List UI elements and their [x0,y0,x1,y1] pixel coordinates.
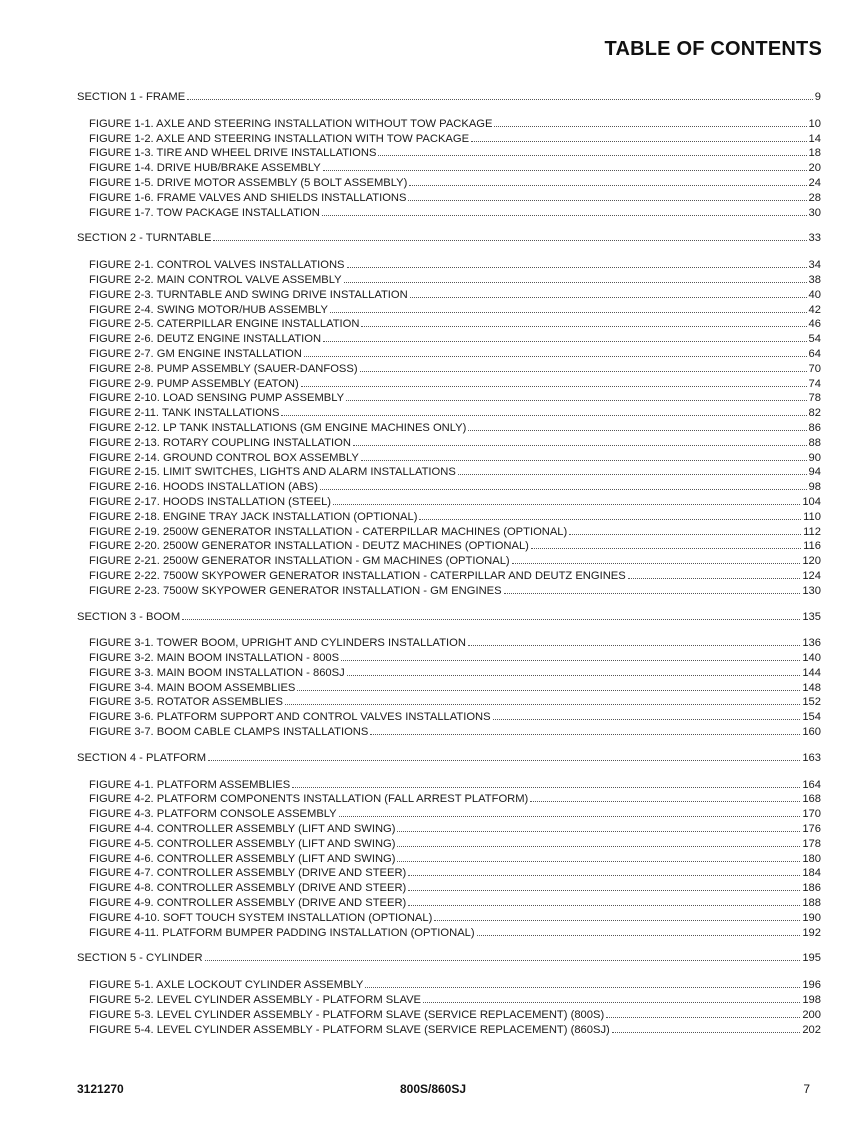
dot-leader [297,681,800,691]
toc-figure-row[interactable] [77,273,821,288]
dot-leader [208,751,800,761]
page-number: 140 [802,652,821,665]
toc-figure-row[interactable] [77,666,821,681]
dot-leader [330,303,807,313]
figure-title: FIGURE 5-3. LEVEL CYLINDER ASSEMBLY - PLATFORM SLAVE (SERVICE REPLACEMENT) (800S) [89,1008,605,1021]
dot-leader [530,792,800,802]
dot-leader [408,896,800,906]
toc-figure-row[interactable] [77,495,821,510]
figure-title: FIGURE 4-7. CONTROLLER ASSEMBLY (DRIVE AND STEER) [89,867,407,880]
page-number: 30 [808,206,821,219]
footer-page-number: 7 [803,1082,810,1096]
figure-title: FIGURE 4-6. CONTROLLER ASSEMBLY (LIFT AND SWING) [89,852,396,865]
page-number: 46 [808,318,821,331]
dot-leader [187,90,813,100]
page-number: 168 [802,793,821,806]
dot-leader [504,584,801,594]
toc-figure-row[interactable] [77,636,821,651]
toc-figure-row[interactable] [77,651,821,666]
dot-leader [512,554,801,564]
dot-leader [361,317,806,327]
page-number: 196 [802,979,821,992]
dot-leader [628,569,801,579]
dot-leader [612,1023,801,1033]
dot-leader [606,1008,800,1018]
page-number: 88 [808,436,821,449]
page-number: 40 [808,288,821,301]
toc-section [77,610,821,740]
figure-title: FIGURE 1-1. AXLE AND STEERING INSTALLATION WITHOUT TOW PACKAGE [89,117,493,130]
dot-leader [322,206,807,216]
figure-title: FIGURE 5-4. LEVEL CYLINDER ASSEMBLY - PLATFORM SLAVE (SERVICE REPLACEMENT) (860SJ) [89,1023,610,1036]
dot-leader [281,406,806,416]
page-number: 160 [802,726,821,739]
page-number: 18 [808,147,821,160]
toc-section-row[interactable] [77,231,821,246]
dot-leader [182,610,800,620]
dot-leader [531,539,801,549]
figure-title: FIGURE 1-7. TOW PACKAGE INSTALLATION [89,206,320,219]
figure-title: FIGURE 2-5. CATERPILLAR ENGINE INSTALLATION [89,318,360,331]
page-number: 94 [808,466,821,479]
toc-figure-row[interactable] [77,822,821,837]
dot-leader [408,191,806,201]
dot-leader [285,695,800,705]
dot-leader [409,176,806,186]
page-number: 70 [808,362,821,375]
page-number: 170 [802,808,821,821]
toc-figure-row[interactable] [77,584,821,599]
dot-leader [423,993,800,1003]
page-number: 98 [808,481,821,494]
page-number: 38 [808,273,821,286]
toc-section-row[interactable] [77,951,821,966]
toc-figure-row[interactable] [77,347,821,362]
toc-figure-row[interactable] [77,569,821,584]
dot-leader [494,117,806,127]
toc-figure-row[interactable] [77,465,821,480]
toc-figure-row[interactable] [77,117,821,132]
toc-section-row[interactable] [77,751,821,766]
page-number: 195 [802,952,821,965]
figure-title: FIGURE 3-4. MAIN BOOM ASSEMBLIES [89,681,296,694]
figure-title: FIGURE 2-6. DEUTZ ENGINE INSTALLATION [89,333,322,346]
figure-title: FIGURE 4-9. CONTROLLER ASSEMBLY (DRIVE AND STEER) [89,897,407,910]
toc-figure-row[interactable] [77,1023,821,1038]
toc-figure-row[interactable] [77,421,821,436]
figure-title: FIGURE 2-15. LIMIT SWITCHES, LIGHTS AND ALARM INSTALLATIONS [89,466,456,479]
figure-title: FIGURE 2-23. 7500W SKYPOWER GENERATOR INSTALLATION - GM ENGINES [89,584,502,597]
page-number: 163 [802,751,821,764]
dot-leader [205,951,801,961]
figure-title: FIGURE 4-2. PLATFORM COMPONENTS INSTALLATION (FALL ARREST PLATFORM) [89,793,529,806]
page-number: 14 [808,132,821,145]
dot-leader [410,288,807,298]
figure-title: FIGURE 2-1. CONTROL VALVES INSTALLATIONS [89,259,345,272]
dot-leader [477,926,801,936]
toc-figure-row[interactable] [77,681,821,696]
toc-figure-row[interactable] [77,406,821,421]
toc-section-row[interactable] [77,610,821,625]
figure-title: FIGURE 4-8. CONTROLLER ASSEMBLY (DRIVE AND STEER) [89,882,407,895]
dot-leader [397,837,800,847]
dot-leader [301,377,807,387]
page-title: TABLE OF CONTENTS [604,38,822,60]
page-number: 154 [802,711,821,724]
figure-title: FIGURE 2-4. SWING MOTOR/HUB ASSEMBLY [89,303,328,316]
page-number: 186 [802,882,821,895]
figure-title: FIGURE 2-22. 7500W SKYPOWER GENERATOR INSTALLATION - CATERPILLAR AND DEUTZ ENGINES [89,569,626,582]
dot-leader [347,258,807,268]
toc-figure-row[interactable] [77,778,821,793]
page-number: 116 [803,540,821,553]
section-title: SECTION 1 - FRAME [77,91,186,103]
toc-figure-row[interactable] [77,317,821,332]
dot-leader [397,852,800,862]
page-number: 124 [802,569,821,582]
toc-section [77,951,821,1037]
footer-model: 800S/860SJ [399,1082,467,1096]
figure-title: FIGURE 2-2. MAIN CONTROL VALVE ASSEMBLY [89,273,342,286]
section-title: SECTION 3 - BOOM [77,610,181,623]
dot-leader [304,347,807,357]
figure-title: FIGURE 2-19. 2500W GENERATOR INSTALLATION - CATERPILLAR MACHINES (OPTIONAL) [89,525,568,538]
page-number: 120 [802,555,821,568]
page-number: 82 [808,407,821,420]
figure-title: FIGURE 4-4. CONTROLLER ASSEMBLY (LIFT AND SWING) [89,823,396,836]
page-number: 33 [808,232,821,245]
page-number: 178 [802,837,821,850]
dot-leader [397,822,800,832]
toc-figure-row[interactable] [77,258,821,273]
toc-figure-row[interactable] [77,1008,821,1023]
page-number: 112 [803,525,821,538]
toc-figure-row[interactable] [77,510,821,525]
dot-leader [346,391,806,401]
page-number: 110 [803,510,821,523]
toc-section [77,90,821,220]
page-number: 86 [808,421,821,434]
dot-leader [292,778,800,788]
dot-leader [408,866,800,876]
page-number: 78 [808,392,821,405]
toc-figure-row[interactable] [77,362,821,377]
figure-title: FIGURE 2-14. GROUND CONTROL BOX ASSEMBLY [89,451,359,464]
toc-figure-row[interactable] [77,451,821,466]
figure-title: FIGURE 2-17. HOODS INSTALLATION (STEEL) [89,495,332,508]
figure-title: FIGURE 3-7. BOOM CABLE CLAMPS INSTALLATIONS [89,726,369,739]
figure-title: FIGURE 3-2. MAIN BOOM INSTALLATION - 800S [89,652,340,665]
dot-leader [569,525,801,535]
toc-figure-row[interactable] [77,926,821,941]
table-of-contents [77,90,821,1048]
page-number: 54 [808,333,821,346]
figure-title: FIGURE 2-9. PUMP ASSEMBLY (EATON) [89,377,299,390]
toc-figure-row[interactable] [77,132,821,147]
toc-figure-row[interactable] [77,896,821,911]
section-title: SECTION 4 - PLATFORM [77,751,207,764]
section-title: SECTION 5 - CYLINDER [77,952,203,965]
page-number: 180 [802,852,821,865]
page-number: 164 [802,778,821,791]
dot-leader [320,480,807,490]
figure-title: FIGURE 4-11. PLATFORM BUMPER PADDING INSTALLATION (OPTIONAL) [89,926,475,939]
dot-leader [471,132,807,142]
toc-figure-row[interactable] [77,852,821,867]
page-number: 192 [802,926,821,939]
figure-title: FIGURE 4-3. PLATFORM CONSOLE ASSEMBLY [89,808,337,821]
toc-figure-row[interactable] [77,525,821,540]
figure-title: FIGURE 2-12. LP TANK INSTALLATIONS (GM ENGINE MACHINES ONLY) [89,421,467,434]
toc-section-row[interactable] [77,90,821,105]
toc-figure-row[interactable] [77,866,821,881]
page-number: 42 [808,303,821,316]
toc-figure-row[interactable] [77,377,821,392]
page-number: 20 [808,162,821,175]
page-number: 10 [808,117,821,130]
toc-figure-row[interactable] [77,480,821,495]
page-number: 74 [808,377,821,390]
dot-leader [347,666,801,676]
toc-figure-row[interactable] [77,792,821,807]
toc-figure-row[interactable] [77,191,821,206]
figure-title: FIGURE 3-3. MAIN BOOM INSTALLATION - 860SJ [89,666,345,679]
dot-leader [493,710,801,720]
page-number: 190 [802,911,821,924]
footer-doc-number: 3121270 [77,1082,124,1096]
dot-leader [408,881,800,891]
page-number: 90 [808,451,821,464]
dot-leader [419,510,801,520]
toc-figure-row[interactable] [77,288,821,303]
page-number: 188 [802,897,821,910]
toc-figure-row[interactable] [77,695,821,710]
dot-leader [360,362,807,372]
toc-figure-row[interactable] [77,881,821,896]
dot-leader [323,332,806,342]
page-number: 184 [802,867,821,880]
page-number: 200 [802,1008,821,1021]
figure-title: FIGURE 2-7. GM ENGINE INSTALLATION [89,347,302,360]
page-number: 136 [802,637,821,650]
toc-figure-row[interactable] [77,436,821,451]
page-number: 176 [802,823,821,836]
dot-leader [458,465,807,475]
toc-figure-row[interactable] [77,206,821,221]
figure-title: FIGURE 4-5. CONTROLLER ASSEMBLY (LIFT AND SWING) [89,837,396,850]
page-number: 152 [802,696,821,709]
dot-leader [468,421,806,431]
figure-title: FIGURE 4-10. SOFT TOUCH SYSTEM INSTALLATION (OPTIONAL) [89,911,433,924]
toc-figure-row[interactable] [77,710,821,725]
toc-figure-row[interactable] [77,978,821,993]
dot-leader [361,451,807,461]
figure-title: FIGURE 3-6. PLATFORM SUPPORT AND CONTROL VALVES INSTALLATIONS [89,711,491,724]
figure-title: FIGURE 2-16. HOODS INSTALLATION (ABS) [89,481,318,494]
figure-title: FIGURE 3-5. ROTATOR ASSEMBLIES [89,696,283,709]
figure-title: FIGURE 1-2. AXLE AND STEERING INSTALLATION WITH TOW PACKAGE [89,132,470,145]
dot-leader [378,146,806,156]
figure-title: FIGURE 1-3. TIRE AND WHEEL DRIVE INSTALLATIONS [89,147,377,160]
figure-title: FIGURE 4-1. PLATFORM ASSEMBLIES [89,778,291,791]
page-number: 135 [802,610,821,623]
section-title: SECTION 2 - TURNTABLE [77,232,212,245]
figure-title: FIGURE 2-8. PUMP ASSEMBLY (SAUER-DANFOSS) [89,362,358,375]
figure-title: FIGURE 5-2. LEVEL CYLINDER ASSEMBLY - PLATFORM SLAVE [89,994,421,1007]
figure-title: FIGURE 3-1. TOWER BOOM, UPRIGHT AND CYLINDERS INSTALLATION [89,637,466,650]
figure-title: FIGURE 5-1. AXLE LOCKOUT CYLINDER ASSEMBLY [89,979,364,992]
toc-figure-row[interactable] [77,911,821,926]
toc-figure-row[interactable] [77,725,821,740]
page-number: 130 [802,584,821,597]
figure-title: FIGURE 1-5. DRIVE MOTOR ASSEMBLY (5 BOLT ASSEMBLY) [89,176,408,189]
page-number: 64 [808,347,821,360]
figure-title: FIGURE 2-3. TURNTABLE AND SWING DRIVE INSTALLATION [89,288,408,301]
toc-figure-row[interactable] [77,303,821,318]
figure-title: FIGURE 1-6. FRAME VALVES AND SHIELDS INSTALLATIONS [89,191,407,204]
dot-leader [323,161,807,171]
page-number: 28 [808,191,821,204]
dot-leader [213,231,806,241]
toc-figure-row[interactable] [77,161,821,176]
toc-section [77,751,821,941]
toc-figure-row[interactable] [77,391,821,406]
dot-leader [353,436,807,446]
toc-section [77,231,821,598]
page-number: 198 [802,994,821,1007]
page-number: 34 [808,259,821,272]
toc-figure-row[interactable] [77,837,821,852]
page-number: 24 [808,176,821,189]
dot-leader [468,636,800,646]
dot-leader [339,807,801,817]
toc-figure-row[interactable] [77,332,821,347]
toc-figure-row[interactable] [77,554,821,569]
dot-leader [365,978,800,988]
dot-leader [434,911,800,921]
toc-figure-row[interactable] [77,176,821,191]
page-number: 104 [802,495,821,508]
dot-leader [333,495,800,505]
figure-title: FIGURE 2-11. TANK INSTALLATIONS [89,407,280,420]
dot-leader [344,273,807,283]
dot-leader [341,651,800,661]
toc-figure-row[interactable] [77,807,821,822]
figure-title: FIGURE 2-20. 2500W GENERATOR INSTALLATION - DEUTZ MACHINES (OPTIONAL) [89,540,529,553]
page-number: 202 [802,1023,821,1036]
figure-title: FIGURE 1-4. DRIVE HUB/BRAKE ASSEMBLY [89,162,321,175]
dot-leader [370,725,800,735]
page-number: 148 [802,681,821,694]
page-number: 9 [814,91,821,103]
toc-figure-row[interactable] [77,993,821,1008]
figure-title: FIGURE 2-10. LOAD SENSING PUMP ASSEMBLY [89,392,345,405]
figure-title: FIGURE 2-18. ENGINE TRAY JACK INSTALLATION (OPTIONAL) [89,510,418,523]
page-number: 144 [802,666,821,679]
toc-figure-row[interactable] [77,146,821,161]
figure-title: FIGURE 2-21. 2500W GENERATOR INSTALLATION - GM MACHINES (OPTIONAL) [89,555,510,568]
figure-title: FIGURE 2-13. ROTARY COUPLING INSTALLATION [89,436,351,449]
toc-figure-row[interactable] [77,539,821,554]
